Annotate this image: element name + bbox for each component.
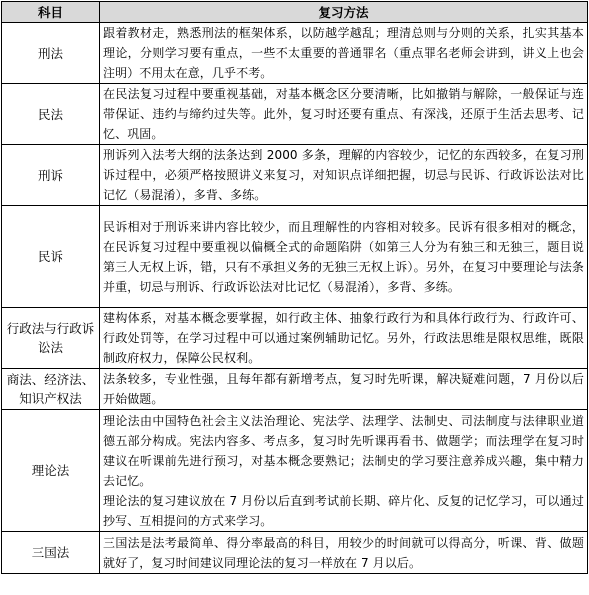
subject-cell: 三国法 bbox=[2, 532, 100, 574]
header-method: 复习方法 bbox=[100, 2, 588, 23]
header-subject: 科目 bbox=[2, 2, 100, 23]
method-cell bbox=[100, 410, 588, 532]
table-row bbox=[2, 145, 588, 206]
subject-cell: 行政法与行政诉讼法 bbox=[2, 308, 100, 369]
subject-cell: 民诉 bbox=[2, 206, 100, 308]
method-cell bbox=[100, 206, 588, 308]
method-text: 刑诉列入法考大纲的法条达到 2000 多条，理解的内容较少，记忆的东西较多，在复习刑诉过程中，必须严格按照讲义来复习，对知识点详细把握，切忌与民诉、行政诉讼法对比记忆（易混淆），多背、多练。 bbox=[103, 148, 584, 202]
subject-cell: 理论法 bbox=[2, 410, 100, 532]
table-row bbox=[2, 23, 588, 84]
method-cell bbox=[100, 23, 588, 84]
review-methods-table bbox=[1, 1, 588, 574]
method-cell bbox=[100, 369, 588, 410]
table-header-row bbox=[2, 2, 588, 23]
method-cell bbox=[100, 308, 588, 369]
method-text: 三国法是法考最简单、得分率最高的科目，用较少的时间就可以得高分，听课、背、做题就好了，复习时间建议同理论法的复习一样放在 7 月以后。 bbox=[103, 535, 584, 570]
method-text: 民诉相对于刑诉来讲内容比较少，而且理解性的内容相对较多。民诉有很多相对的概念，在民诉复习过程中要重视以偏概全式的命题陷阱（如第三人分为有独三和无独三，题目说第三人无权上诉，错，只有不承担义务的无独三无权上诉）。另外，在复习中要理论与法条并重，切忌与刑诉、行政诉讼法对比记忆（易混淆），多背、多练。 bbox=[103, 219, 584, 294]
method-cell bbox=[100, 84, 588, 145]
subject-cell: 刑法 bbox=[2, 23, 100, 84]
table-row bbox=[2, 84, 588, 145]
method-text: 跟着教材走，熟悉刑法的框架体系，以防越学越乱；理清总则与分则的关系，扎实其基本理论，分则学习要有重点，一些不太重要的普通罪名（重点罪名老师会讲到，讲义上也会注明）不用太在意，几乎不考。 bbox=[103, 26, 584, 80]
method-text: 理论法由中国特色社会主义法治理论、宪法学、法理学、法制史、司法制度与法律职业道德五部分构成。宪法内容多、考点多，复习时先听课再看书、做题学；而法理学在复习时建议在听课前先进行预习，对基本概念要熟记；法制史的学习要注意养成兴趣，集中精力去记忆。 bbox=[103, 413, 584, 488]
table-row bbox=[2, 206, 588, 308]
table-row bbox=[2, 308, 588, 369]
method-cell bbox=[100, 145, 588, 206]
subject-cell: 民法 bbox=[2, 84, 100, 145]
method-text: 理论法的复习建议放在 7 月份以后直到考试前长期、碎片化、反复的记忆学习，可以通过抄写、互相提问的方式来学习。 bbox=[103, 493, 584, 528]
table-row bbox=[2, 369, 588, 410]
table-row bbox=[2, 532, 588, 574]
method-text: 法条较多，专业性强，且每年都有新增考点，复习时先听课，解决疑难问题，7 月份以后开始做题。 bbox=[103, 372, 584, 406]
method-text: 建构体系，对基本概念要掌握，如行政主体、抽象行政行为和具体行政行为、行政许可、行政处罚等，在学习过程中可以通过案例辅助记忆。另外，行政法思维是限权思维，既限制政府权力，保障公民权利。 bbox=[103, 311, 584, 365]
subject-cell: 刑诉 bbox=[2, 145, 100, 206]
method-cell bbox=[100, 532, 588, 574]
method-text: 在民法复习过程中要重视基础，对基本概念区分要清晰，比如撤销与解除，一般保证与连带保证、违约与缔约过失等。此外，复习时还要有重点、有深浅，还原于生活去思考、记忆、巩固。 bbox=[103, 87, 584, 141]
subject-cell: 商法、经济法、知识产权法 bbox=[2, 369, 100, 410]
table-row bbox=[2, 410, 588, 532]
